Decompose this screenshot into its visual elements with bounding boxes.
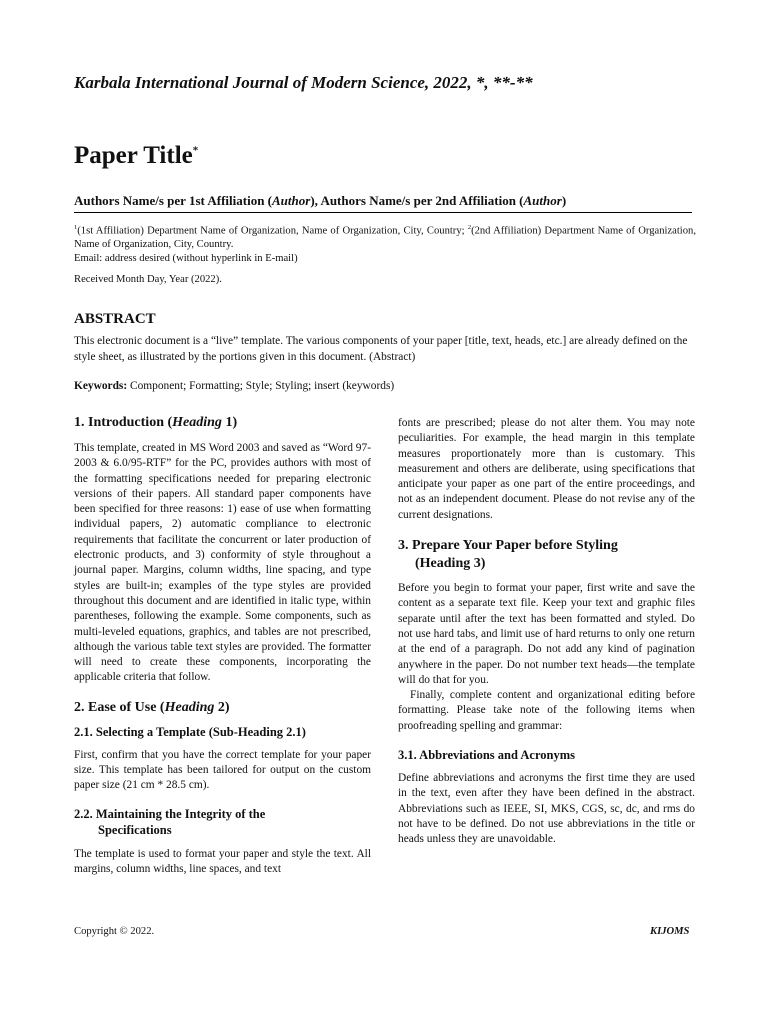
left-column [74, 414, 371, 877]
section-3-heading: 3. Prepare Your Paper before Styling (Heading 3) [398, 538, 618, 572]
abstract-heading: ABSTRACT [74, 311, 156, 327]
paper-title-text: Paper Title [74, 142, 193, 169]
keywords-line [74, 380, 394, 392]
email-line: Email: address desired (without hyperlink in E-mail) [74, 252, 298, 264]
section-2-2-text: The template is used to format your paper and style the text. All margins, column widths, line spaces, and text [74, 847, 371, 875]
affil-2-text: (2nd Affiliation) Department Name of Organization, Name of Organization, City, Country. [74, 225, 696, 251]
affiliations [74, 221, 696, 265]
author-2-name: ), Authors Name/s per 2nd Affiliation ( [310, 193, 524, 208]
right-column [398, 416, 695, 848]
footer-copyright: Copyright © 2022. [74, 926, 155, 937]
section-2-1-heading: 2.1. Selecting a Template (Sub-Heading 2.1) [74, 724, 306, 739]
section-3-1-heading: 3.1. Abbreviations and Acronyms [398, 748, 576, 763]
section-3-text-1: Before you begin to format your paper, first write and save the content as a separate text file. Keep your text and graphic files separate until after the text has been formatted and styled. Do not use hard tabs, and limit use of hard returns to only one return at the end of a paragraph. Do not add any kind of pagination anywhere in the paper. Do not number text heads—the template will do that for you. [398, 582, 695, 686]
affil-1-number: 1 [74, 224, 78, 231]
footer-journal-abbr: KIJOMS [650, 926, 690, 937]
section-2-heading: 2. Ease of Use (Heading 2) [74, 699, 230, 715]
section-1-text: This template, created in MS Word 2003 and saved as “Word 97-2003 & 6.0/95-RTF” for the PC, provides authors with most of the formatting specifications needed for preparing electronic versions of their papers. All standard paper components have been specified for three reasons: 1) ease of use when formatting individual papers, 2) automatic compliance to electronic requirements that facilitate the concurrent or later production of electronic products, and 3) conformity of style throughout a journal paper. Margins, column widths, line spacing, and type styles are built-in; examples of the type styles are provided throughout this document and are identified in italic type, within parentheses, following the example. Some components, such as multi-leveled equations, graphics, and tables are not prescribed, although the various table text styles are provided. The formatter will need to create these components, incorporating the applicable criteria that follow. [74, 442, 371, 684]
affil-1-text: (1st Affiliation) Department Name of Organization, Name of Organization, City, Country; [77, 225, 468, 237]
section-3-1-text: Define abbreviations and acronyms the first time they are used in the text, even after they have been defined in the abstract. Abbreviations such as IEEE, SI, MKS, CGS, sc, dc, and rms do not have to be defined. Do not use abbreviations in the title or heads unless they are unavoidable. [398, 772, 695, 846]
abstract-text: This electronic document is a “live” template. The various components of your paper [title, text, heads, etc.] are already defined on the style sheet, as illustrated by the portions given in this document. (Abstract) [74, 335, 688, 363]
keywords-label: Keywords: [74, 380, 128, 392]
authors-end: ) [561, 193, 567, 208]
author-1-role: Author [272, 193, 311, 208]
section-3-text-2: Finally, complete content and organizational editing before formatting. Please take note of the following items when proofreading spelling and grammar: [398, 689, 695, 732]
title-footnote-mark: * [192, 144, 199, 157]
received-date: Received Month Day, Year (2022). [74, 274, 222, 285]
continued-text: fonts are prescribed; please do not alter them. You may note peculiarities. For example, the head margin in this template measures proportionately more than is customary. This measurement and others are deliberate, using specifications that anticipate your paper as one part of the entire proceedings, and not as an independent document. Please do not revise any of the current designations. [398, 417, 695, 521]
paper-title [74, 142, 198, 170]
affiliation-text [74, 221, 696, 252]
section-1-heading: 1. Introduction (Heading 1) [74, 415, 238, 430]
authors-divider [74, 212, 692, 213]
journal-name: Karbala International Journal of Modern Science [74, 73, 425, 92]
author-2-role: Author [523, 193, 562, 208]
section-2-1-text: First, confirm that you have the correct template for your paper size. This template has been tailored for output on the custom paper size (21 cm * 28.5 cm). [74, 748, 371, 792]
authors-line [74, 193, 566, 209]
journal-header [74, 73, 533, 93]
keywords-text: Component; Formatting; Style; Styling; insert (keywords) [127, 380, 395, 392]
affil-2-number: 2 [467, 224, 472, 231]
section-2-2-heading: 2.2. Maintaining the Integrity of the Specifications [74, 806, 266, 837]
author-1-name: Authors Name/s per 1st Affiliation ( [74, 193, 273, 208]
journal-issue: , 2022, *, **-** [424, 73, 533, 92]
